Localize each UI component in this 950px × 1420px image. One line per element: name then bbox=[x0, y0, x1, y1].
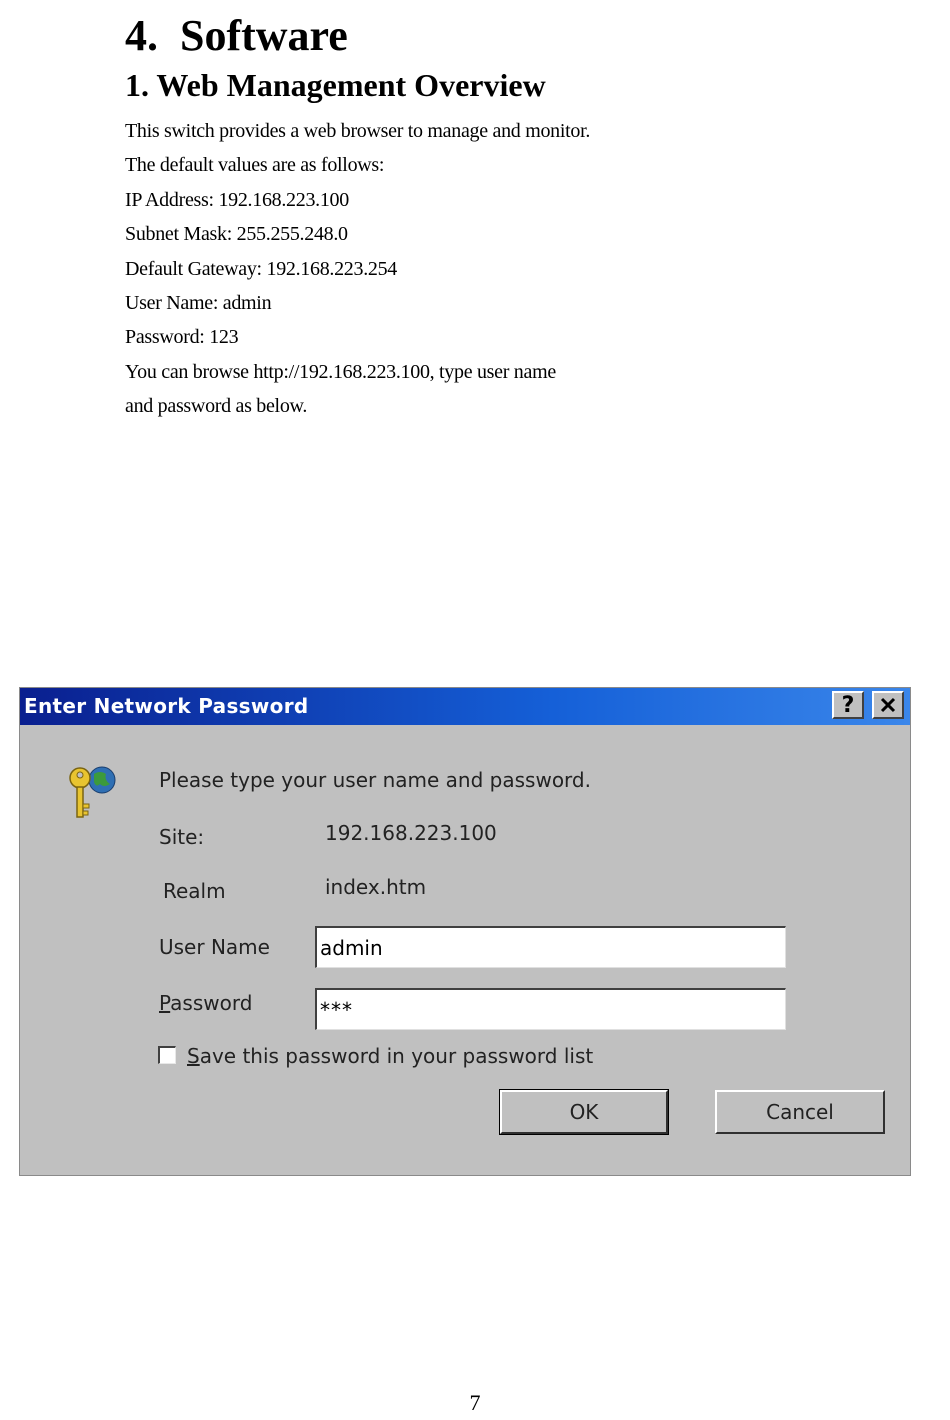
network-password-dialog bbox=[19, 687, 911, 1176]
paragraph-line: User Name: admin bbox=[125, 292, 272, 315]
password-label-accel: P bbox=[159, 991, 171, 1015]
paragraph-line: IP Address: 192.168.223.100 bbox=[125, 188, 349, 211]
body-text bbox=[125, 114, 590, 424]
paragraph-line: and password as below. bbox=[125, 395, 308, 418]
page-number: 7 bbox=[469, 1390, 481, 1415]
paragraph-line: The default values are as follows: bbox=[125, 154, 385, 177]
close-icon bbox=[880, 697, 896, 713]
password-label bbox=[159, 991, 252, 1015]
save-password-checkbox[interactable] bbox=[158, 1046, 176, 1064]
paragraph-line: This switch provides a web browser to manage and monitor. bbox=[125, 120, 591, 142]
help-button[interactable]: ? bbox=[832, 691, 864, 719]
dialog-title: Enter Network Password bbox=[24, 694, 309, 718]
password-label-rest: assword bbox=[170, 991, 253, 1015]
paragraph-line: Password: 123 bbox=[125, 326, 239, 349]
realm-label: Realm bbox=[163, 879, 226, 903]
paragraph-line: You can browse http://192.168.223.100, type user name bbox=[125, 360, 556, 383]
site-label: Site: bbox=[159, 825, 205, 849]
user-name-label: User Name bbox=[159, 935, 270, 959]
dialog-prompt: Please type your user name and password. bbox=[159, 768, 591, 792]
realm-value: index.htm bbox=[325, 875, 427, 899]
password-field[interactable] bbox=[315, 988, 786, 1030]
dialog-titlebar[interactable] bbox=[20, 688, 910, 725]
site-value: 192.168.223.100 bbox=[325, 821, 497, 845]
save-label-rest: ave this password in your password list bbox=[199, 1044, 594, 1068]
cancel-button[interactable]: Cancel bbox=[715, 1090, 885, 1134]
chapter-title: 4. Software bbox=[125, 11, 348, 60]
close-button[interactable] bbox=[872, 691, 904, 719]
save-password-label[interactable] bbox=[187, 1044, 593, 1068]
paragraph-line: Subnet Mask: 255.255.248.0 bbox=[125, 223, 348, 246]
section-title: 1. Web Management Overview bbox=[125, 67, 546, 103]
paragraph-line: Default Gateway: 192.168.223.254 bbox=[125, 257, 398, 280]
ok-button[interactable]: OK bbox=[500, 1090, 668, 1134]
user-name-field[interactable] bbox=[315, 926, 786, 968]
key-globe-icon bbox=[64, 762, 124, 822]
save-label-accel: S bbox=[187, 1044, 200, 1068]
